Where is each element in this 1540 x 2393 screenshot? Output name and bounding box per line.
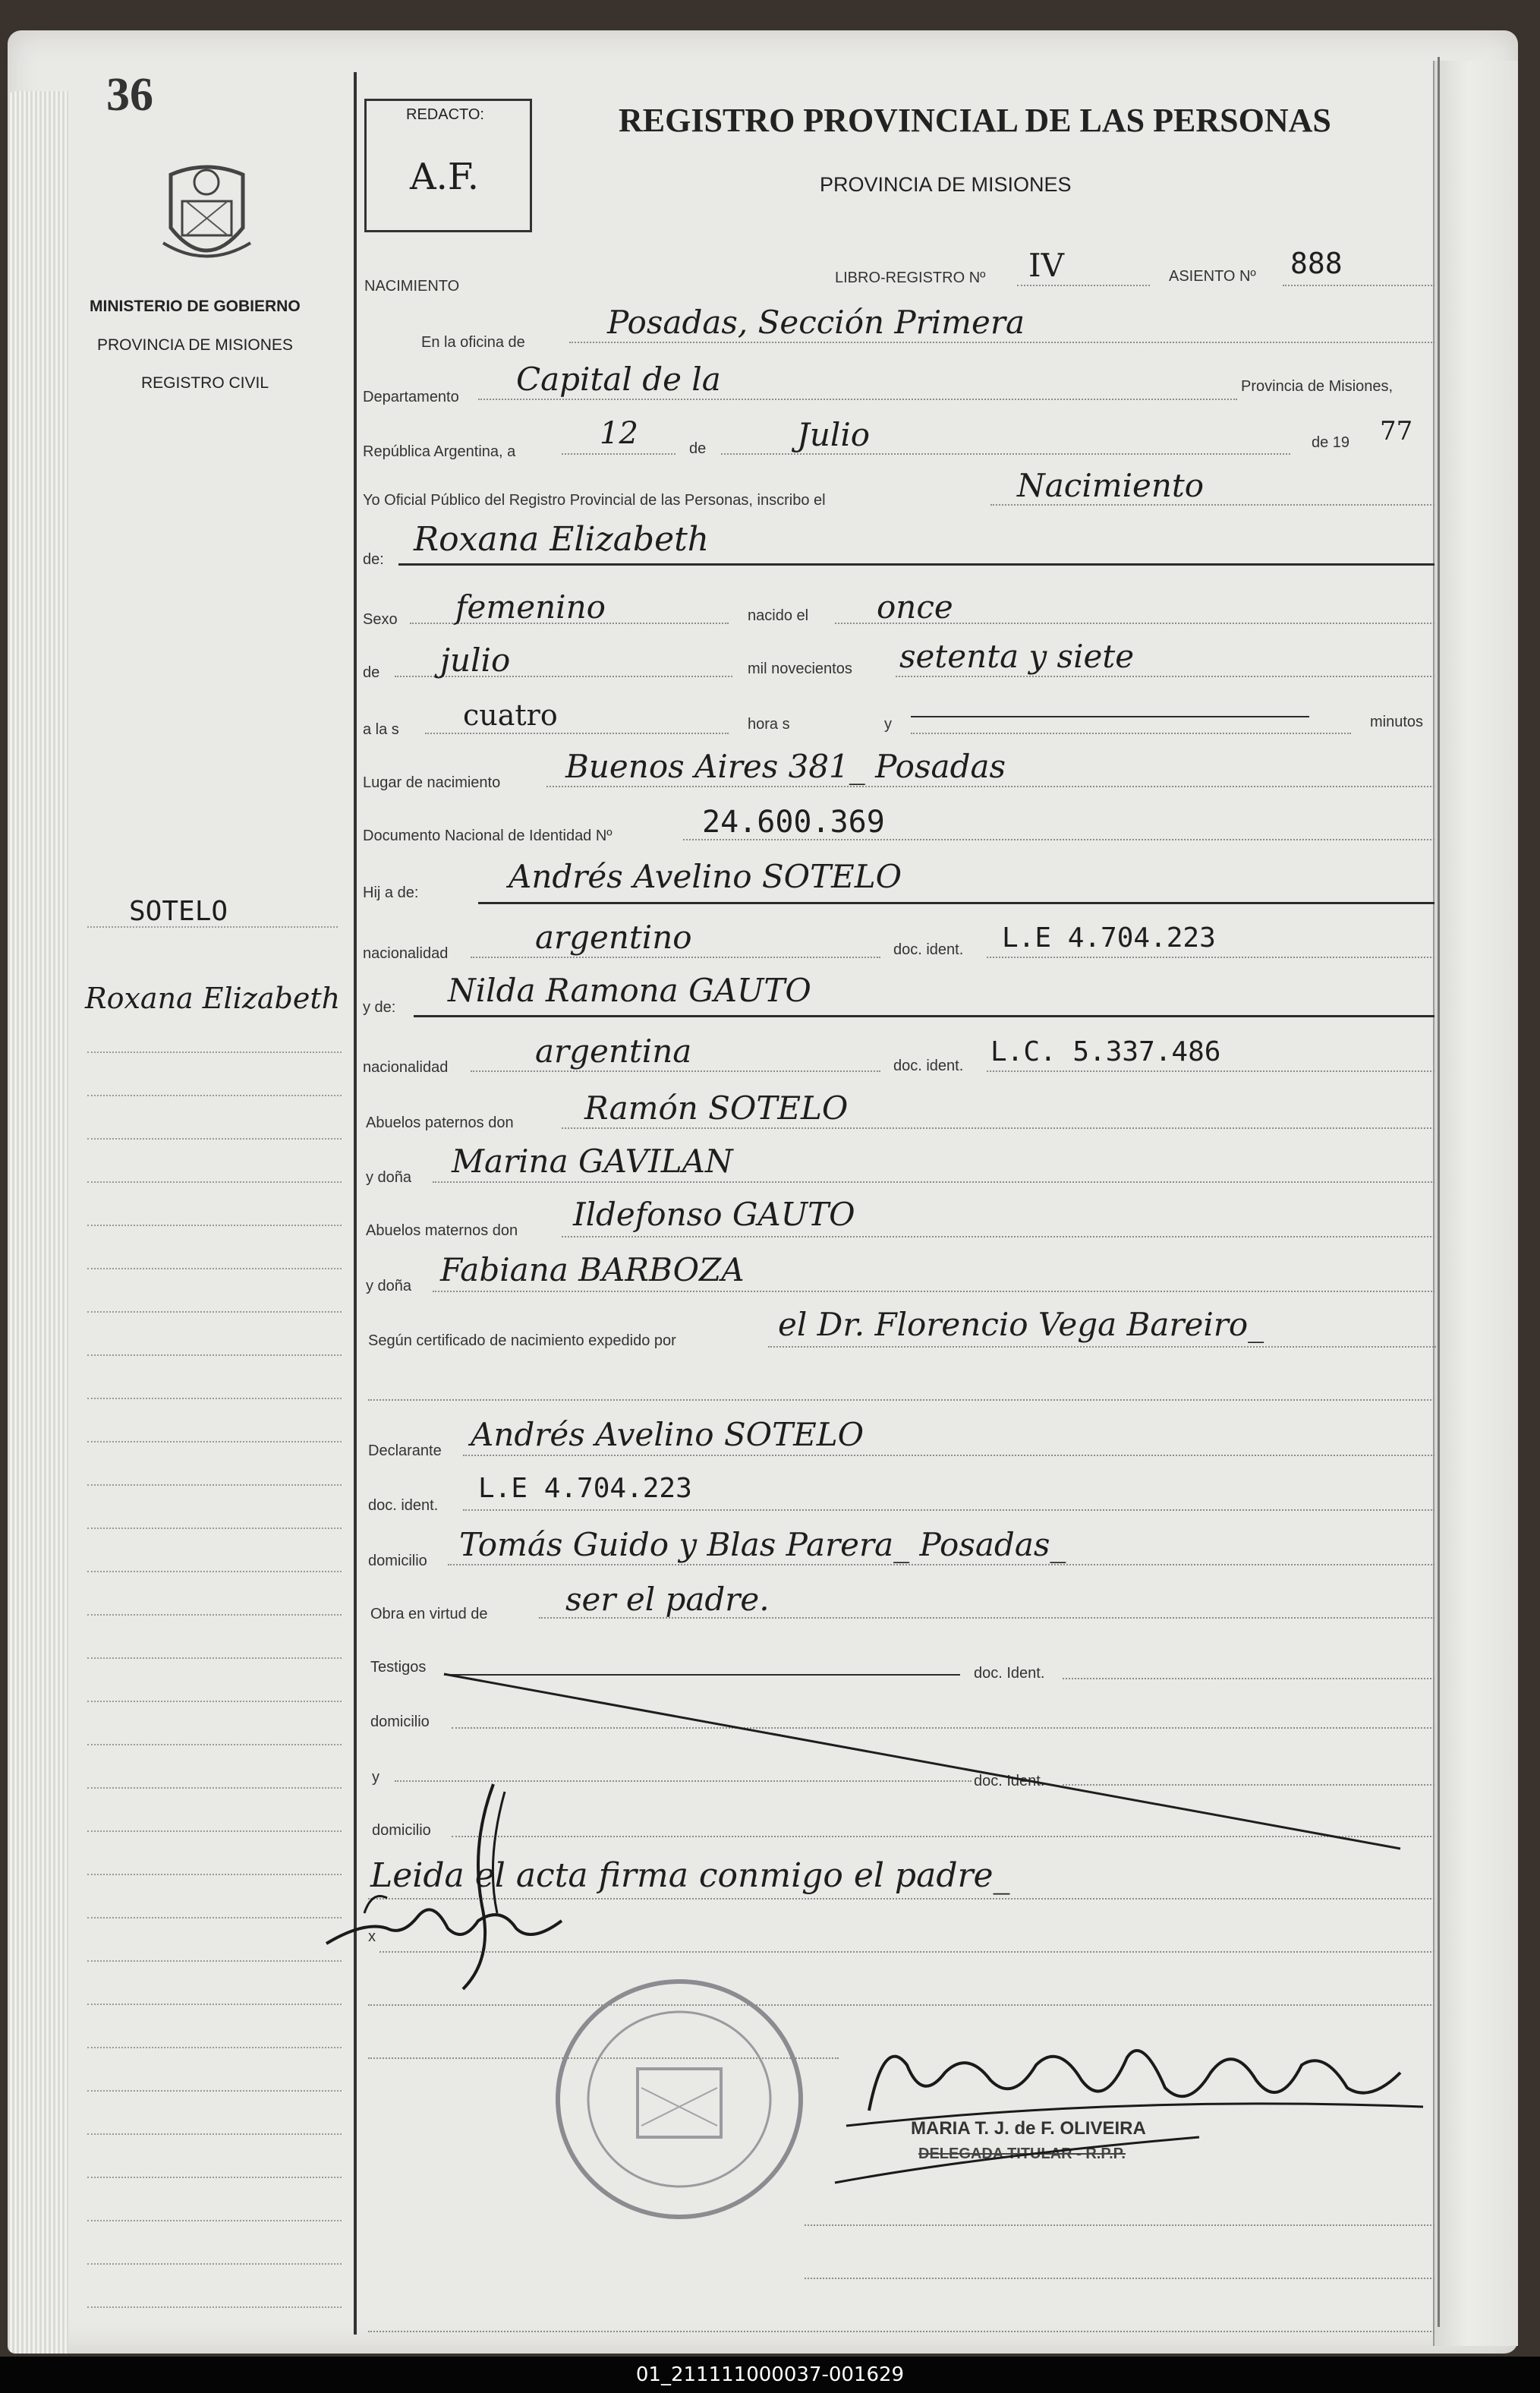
de-nombre-label: de:: [363, 551, 384, 568]
margin-given-names: Roxana Elizabeth: [85, 982, 341, 1015]
certificado-line-2: [368, 1399, 1434, 1401]
margin-ruled-line: [87, 1268, 342, 1269]
doc-ident-test-label: doc. Ident.: [974, 1665, 1045, 1682]
provincia-label: Provincia de Misiones,: [1241, 378, 1394, 395]
inscribo-line: [990, 504, 1434, 506]
abuelo-pat-line: [562, 1127, 1434, 1129]
anio-nac-line: [896, 676, 1434, 677]
margin-ruled-line: [87, 1701, 342, 1702]
margin-ruled-line: [87, 1138, 342, 1140]
minutos-dots: [911, 733, 1351, 734]
nac-madre-value: argentina: [535, 1033, 692, 1070]
margin-ruled-line: [87, 1311, 342, 1313]
padre-line: [478, 902, 1434, 904]
lower-line-2: [368, 2057, 839, 2059]
margin-ruled-line: [87, 1787, 342, 1789]
margin-ruled-line: [87, 2090, 342, 2092]
declarante-label: Declarante: [368, 1442, 442, 1459]
mes-nac-value: julio: [440, 642, 511, 679]
dia-value: 12: [600, 416, 638, 451]
obra-label: Obra en virtud de: [370, 1606, 488, 1622]
oficina-label: En la oficina de: [421, 334, 525, 351]
testigos-label: Testigos: [370, 1659, 427, 1676]
next-page-edge: [1433, 61, 1518, 2346]
de-label: de: [689, 440, 707, 457]
departamento-value: Capital de la: [516, 361, 721, 398]
official-title: DELEGADA TITULAR - R.P.P.: [918, 2146, 1126, 2162]
inscribo-value: Nacimiento: [1017, 467, 1205, 504]
dia-line: [562, 453, 676, 455]
domicilio-test-label: domicilio: [370, 1714, 430, 1730]
registry-label: REGISTRO CIVIL: [141, 374, 269, 392]
margin-ruled-line: [87, 1917, 342, 1918]
file-id-bar: [0, 2357, 1540, 2393]
province-label: PROVINCIA DE MISIONES: [97, 336, 293, 354]
margin-ruled-line: [87, 1571, 342, 1572]
oficial-label: Yo Oficial Público del Registro Provincial de las Personas, inscribo el: [363, 492, 826, 509]
doc-ident-decl-label: doc. ident.: [368, 1497, 439, 1514]
margin-ruled-line: [87, 1744, 342, 1745]
margin-ruled-line: [87, 1874, 342, 1875]
lower-line-4: [805, 2278, 1434, 2279]
dni-label: Documento Nacional de Identidad Nº: [363, 828, 613, 844]
abuelo-mat-value: Ildefonso GAUTO: [573, 1196, 855, 1233]
lower-line-1: [368, 2004, 1434, 2006]
page-number: 36: [106, 69, 153, 121]
abuelo-pat-value: Ramón SOTELO: [584, 1089, 849, 1127]
official-name: MARIA T. J. de F. OLIVEIRA: [911, 2118, 1146, 2139]
abuelos-maternos-label: Abuelos maternos don: [366, 1222, 518, 1239]
official-signature: [839, 2019, 1431, 2133]
doc-decl-line: [463, 1509, 1434, 1511]
mes-value: Julio: [797, 416, 871, 453]
doc-ident-madre-label: doc. ident.: [893, 1058, 964, 1074]
nac-madre-line: [471, 1070, 880, 1072]
lugar-line: [546, 786, 1434, 787]
x-label: x: [368, 1928, 376, 1945]
abuelo-mat-line: [562, 1236, 1434, 1237]
nac-padre-line: [471, 957, 880, 958]
mil-label: mil novecientos: [748, 661, 852, 677]
margin-ruled-line: [87, 1354, 342, 1356]
abuela-mat-line: [433, 1291, 1434, 1292]
registry-title: REGISTRO PROVINCIAL DE LAS PERSONAS: [619, 102, 1331, 139]
minutos-label: minutos: [1370, 714, 1424, 730]
ministry-label: MINISTERIO DE GOBIERNO: [90, 298, 301, 315]
margin-ruled-line: [87, 1441, 342, 1442]
abuela-pat-line: [433, 1181, 1434, 1183]
margin-ruled-line: [87, 1830, 342, 1832]
madre-value: Nilda Ramona GAUTO: [448, 972, 811, 1009]
dona-pat-label: y doña: [366, 1169, 412, 1186]
departamento-line: [478, 399, 1237, 400]
declarant-signature: [319, 1777, 607, 2004]
margin-ruled-line: [87, 1095, 342, 1096]
lower-line-5: [368, 2331, 1434, 2332]
doc-ident-padre-label: doc. ident.: [893, 941, 964, 958]
margin-ruled-line: [87, 1960, 342, 1962]
abuela-pat-value: Marina GAVILAN: [452, 1143, 733, 1180]
domicilio-line: [448, 1564, 1434, 1565]
margin-ruled-line: [87, 1528, 342, 1529]
republica-label: República Argentina, a: [363, 443, 516, 460]
margin-ruled-line: [87, 1181, 342, 1183]
domicilio-value: Tomás Guido y Blas Parera_ Posadas_: [459, 1526, 1066, 1563]
doc-decl-value: L.E 4.704.223: [478, 1473, 692, 1504]
margin-ruled-line: [87, 1225, 342, 1226]
anio-value: 77: [1380, 416, 1413, 446]
margin-ruled-line: [87, 1484, 342, 1486]
margin-surname: SOTELO: [129, 896, 228, 927]
doc-ident-test2-label: doc. Ident.: [974, 1773, 1045, 1789]
obra-value: ser el padre.: [565, 1581, 770, 1618]
madre-line: [414, 1015, 1434, 1017]
certificado-value: el Dr. Florencio Vega Bareiro_: [778, 1306, 1264, 1343]
asiento-value: 888: [1290, 247, 1343, 280]
domicilio-test2-label: domicilio: [372, 1822, 431, 1839]
declarante-line: [463, 1455, 1434, 1456]
margin-ruled-line: [87, 1051, 342, 1053]
asiento-label: ASIENTO Nº: [1169, 268, 1256, 285]
sexo-label: Sexo: [363, 611, 398, 628]
margin-ruled-line: [87, 2177, 342, 2178]
nacido-value: once: [877, 588, 953, 626]
nacimiento-label: NACIMIENTO: [364, 278, 460, 295]
lower-line-3: [805, 2224, 1434, 2226]
oficina-line: [569, 342, 1434, 343]
hora-value: cuatro: [463, 698, 558, 732]
libro-label: LIBRO-REGISTRO Nº: [835, 270, 986, 286]
hija-label: Hij a de:: [363, 884, 419, 901]
certificado-line: [768, 1346, 1436, 1348]
yde-label: y de:: [363, 999, 396, 1016]
y-label: y: [884, 716, 892, 733]
lugar-label: Lugar de nacimiento: [363, 774, 501, 791]
domicilio-label: domicilio: [368, 1553, 427, 1569]
nombre-value: Roxana Elizabeth: [414, 520, 710, 559]
nacido-label: nacido el: [748, 607, 809, 624]
doc-madre-value: L.C. 5.337.486: [990, 1036, 1221, 1067]
doc-padre-value: L.E 4.704.223: [1002, 922, 1216, 954]
nac-padre-value: argentino: [535, 919, 692, 956]
sexo-value: femenino: [455, 588, 606, 626]
lugar-value: Buenos Aires 381_ Posadas: [565, 748, 1006, 785]
minutos-line: [911, 716, 1309, 717]
anio-nac-value: setenta y siete: [899, 638, 1135, 675]
alas-label: a la s: [363, 721, 399, 738]
margin-ruled-line: [87, 2220, 342, 2221]
dni-value: 24.600.369: [702, 805, 885, 840]
y-test-label: y: [372, 1769, 379, 1786]
margin-ruled-line: [87, 2004, 342, 2005]
doc-madre-line: [987, 1070, 1434, 1072]
certificado-label: Según certificado de nacimiento expedido por: [368, 1332, 676, 1349]
padre-value: Andrés Avelino SOTELO: [509, 858, 902, 895]
nacionalidad-padre-label: nacionalidad: [363, 945, 449, 962]
abuelos-paternos-label: Abuelos paternos don: [366, 1115, 514, 1131]
nacionalidad-madre-label: nacionalidad: [363, 1059, 449, 1076]
hora-line: [425, 733, 729, 734]
leida-text: Leida el acta firma conmigo el padre_: [370, 1856, 1010, 1895]
oficina-value: Posadas, Sección Primera: [607, 304, 1025, 341]
margin-ruled-line: [87, 2047, 342, 2048]
redacto-label: REDACTO:: [406, 106, 484, 123]
doc-padre-line: [987, 957, 1434, 958]
declarante-value: Andrés Avelino SOTELO: [471, 1416, 864, 1453]
file-id: 01_211111000037-001629: [635, 2363, 905, 2386]
redacto-value: A.F.: [410, 156, 480, 198]
departamento-label: Departamento: [363, 389, 459, 405]
margin-ruled-line: [87, 1614, 342, 1616]
right-border: [1438, 57, 1440, 2327]
mes-line: [721, 453, 1290, 455]
libro-line: [1017, 285, 1150, 286]
asiento-line: [1283, 285, 1434, 286]
margin-ruled-line: [87, 1398, 342, 1399]
official-flourish: [827, 2126, 1207, 2186]
abuela-mat-value: Fabiana BARBOZA: [440, 1251, 745, 1288]
libro-value: IV: [1028, 247, 1064, 284]
de-mes-label: de: [363, 664, 380, 681]
margin-ruled-line: [87, 2263, 342, 2265]
province-subtitle: PROVINCIA DE MISIONES: [820, 173, 1072, 196]
page-stack-edge: [8, 91, 68, 2354]
coat-of-arms-icon: [156, 159, 258, 273]
margin-line: [87, 926, 338, 928]
margin-ruled-line: [87, 2133, 342, 2135]
margin-ruled-line: [87, 1657, 342, 1659]
de19-label: de 19: [1312, 434, 1350, 451]
margin-ruled-line: [87, 2306, 342, 2308]
horas-label: hora s: [748, 716, 790, 733]
nombre-line: [398, 563, 1434, 566]
registry-seal-stamp: [550, 1974, 808, 2224]
dona-mat-label: y doña: [366, 1278, 412, 1294]
